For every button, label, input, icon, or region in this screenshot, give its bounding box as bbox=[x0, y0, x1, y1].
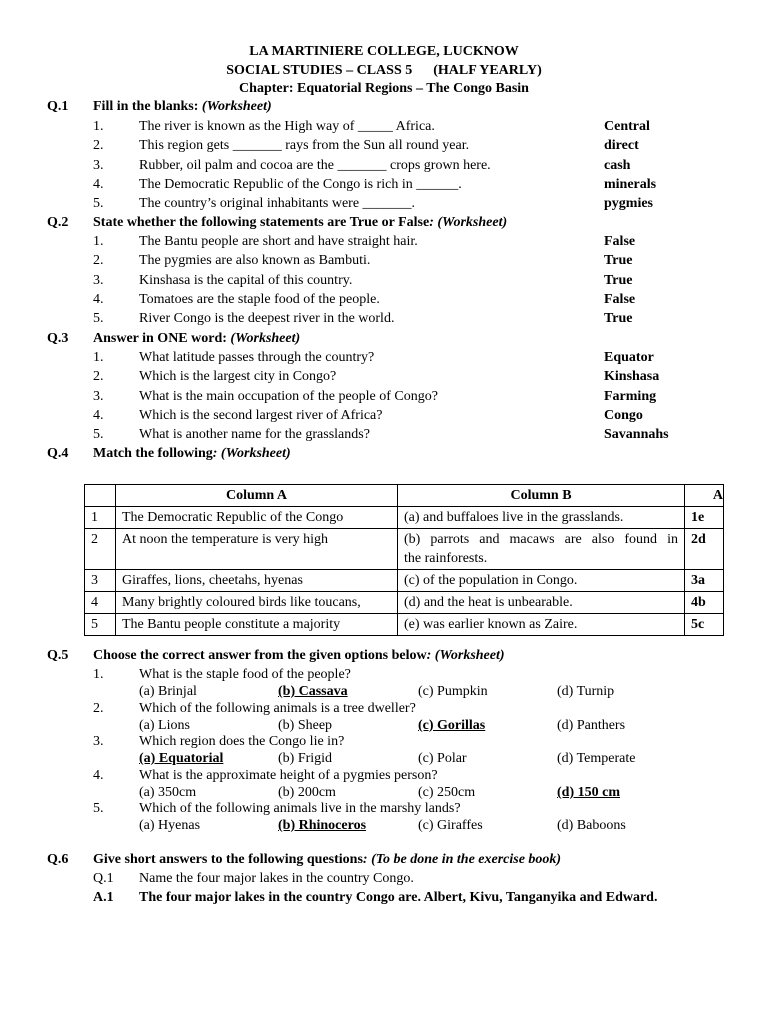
q5-option: (a) Hyenas bbox=[139, 818, 201, 833]
q1-item-text: This region gets _______ rays from the Sun all round year. bbox=[139, 138, 470, 153]
q2-item-text: The pygmies are also known as Bambuti. bbox=[139, 253, 371, 268]
q5-option: (d) Turnip bbox=[557, 684, 615, 699]
match-table bbox=[84, 484, 724, 636]
q3-item-answer: Kinshasa bbox=[604, 369, 660, 384]
q5-option: (a) 350cm bbox=[139, 785, 197, 800]
q1-item-number: 3. bbox=[93, 158, 104, 173]
q2-item-text: River Congo is the deepest river in the world. bbox=[139, 311, 395, 326]
q1-item-text: The Democratic Republic of the Congo is rich in ______. bbox=[139, 177, 462, 192]
q5-option: (b) Sheep bbox=[278, 718, 333, 733]
q2-item-number: 3. bbox=[93, 273, 104, 288]
subject-class: SOCIAL STUDIES – CLASS 5 (HALF YEARLY) bbox=[226, 63, 542, 78]
q3-title: Answer in ONE word: (Worksheet) bbox=[93, 331, 301, 346]
q3-item-text: Which is the second largest river of Africa? bbox=[139, 408, 383, 423]
q1-number: Q.1 bbox=[47, 99, 69, 114]
q4-number: Q.4 bbox=[47, 446, 69, 461]
q3-item-number: 5. bbox=[93, 427, 104, 442]
chapter-title: Chapter: Equatorial Regions – The Congo Basin bbox=[239, 81, 529, 96]
q5-item-number: 3. bbox=[93, 734, 104, 749]
q6-title: Give short answers to the following questions: (To be done in the exercise book) bbox=[93, 852, 562, 867]
q3-item-answer: Equator bbox=[604, 350, 654, 365]
q6-number: Q.6 bbox=[47, 852, 69, 867]
column-a-cell: The Bantu people constitute a majority bbox=[116, 614, 398, 636]
q5-option: (a) Lions bbox=[139, 718, 190, 733]
q5-title: Choose the correct answer from the given options below: (Worksheet) bbox=[93, 648, 505, 663]
table-row bbox=[85, 592, 724, 614]
q1-item-number: 2. bbox=[93, 138, 104, 153]
q1-item-text: The river is known as the High way of _____ Africa. bbox=[139, 119, 435, 134]
q3-item-text: What is the main occupation of the people of Congo? bbox=[139, 389, 438, 404]
q1-item-number: 5. bbox=[93, 196, 104, 211]
q3-item-text: What latitude passes through the country? bbox=[139, 350, 375, 365]
q5-correct-option: (a) Equatorial bbox=[139, 751, 224, 766]
answer-cell: 1e bbox=[685, 507, 724, 529]
q5-number: Q.5 bbox=[47, 648, 69, 663]
q3-item-answer: Farming bbox=[604, 389, 657, 404]
q5-option: (a) Brinjal bbox=[139, 684, 197, 699]
answer-cell: 4b bbox=[685, 592, 724, 614]
column-b-cell: (a) and buffaloes live in the grasslands. bbox=[398, 507, 685, 529]
q4-title: Match the following: (Worksheet) bbox=[93, 446, 291, 461]
q2-title: State whether the following statements are True or False: (Worksheet) bbox=[93, 215, 508, 230]
q3-item-text: Which is the largest city in Congo? bbox=[139, 369, 337, 384]
q6-sub-label: Q.1 bbox=[93, 871, 114, 886]
table-row bbox=[85, 614, 724, 636]
q1-item-text: Rubber, oil palm and cocoa are the _______ crops grown here. bbox=[139, 158, 491, 173]
q3-item-number: 4. bbox=[93, 408, 104, 423]
q2-item-answer: True bbox=[604, 311, 633, 326]
q5-correct-option: (b) Rhinoceros bbox=[278, 818, 367, 833]
q1-item-answer: pygmies bbox=[604, 196, 653, 211]
table-row bbox=[85, 507, 724, 529]
header-number bbox=[85, 485, 116, 507]
q5-item-question: What is the staple food of the people? bbox=[139, 667, 351, 682]
column-b-cell: (d) and the heat is unbearable. bbox=[398, 592, 685, 614]
match-table-header bbox=[85, 485, 724, 507]
table-row bbox=[85, 570, 724, 592]
q1-item-answer: Central bbox=[604, 119, 650, 134]
answer-cell: 5c bbox=[685, 614, 724, 636]
q2-number: Q.2 bbox=[47, 215, 69, 230]
q2-item-text: Kinshasa is the capital of this country. bbox=[139, 273, 353, 288]
q2-item-number: 5. bbox=[93, 311, 104, 326]
q1-item-number: 1. bbox=[93, 119, 104, 134]
q5-option: (d) Panthers bbox=[557, 718, 626, 733]
q3-item-number: 1. bbox=[93, 350, 104, 365]
q2-item-number: 4. bbox=[93, 292, 104, 307]
q1-title: Fill in the blanks: (Worksheet) bbox=[93, 99, 272, 114]
q3-item-text: What is another name for the grasslands? bbox=[139, 427, 370, 442]
q5-item-number: 4. bbox=[93, 768, 104, 783]
q3-item-answer: Congo bbox=[604, 408, 643, 423]
row-number: 3 bbox=[85, 570, 116, 592]
q1-item-answer: direct bbox=[604, 138, 639, 153]
q5-item-question: What is the approximate height of a pygmies person? bbox=[139, 768, 438, 783]
q5-item-number: 1. bbox=[93, 667, 104, 682]
q2-item-number: 1. bbox=[93, 234, 104, 249]
answer-cell: 3a bbox=[685, 570, 724, 592]
q2-item-text: The Bantu people are short and have straight hair. bbox=[139, 234, 418, 249]
row-number: 1 bbox=[85, 507, 116, 529]
q5-item-question: Which region does the Congo lie in? bbox=[139, 734, 345, 749]
q5-item-number: 5. bbox=[93, 801, 104, 816]
q5-option: (c) Giraffes bbox=[418, 818, 483, 833]
q5-item-number: 2. bbox=[93, 701, 104, 716]
q5-option: (d) Baboons bbox=[557, 818, 626, 833]
q5-option: (d) Temperate bbox=[557, 751, 636, 766]
q5-option: (c) Polar bbox=[418, 751, 467, 766]
column-b-cell: (c) of the population in Congo. bbox=[398, 570, 685, 592]
q6-answer-label: A.1 bbox=[93, 890, 114, 905]
row-number: 5 bbox=[85, 614, 116, 636]
q5-correct-option: (d) 150 cm bbox=[557, 785, 620, 800]
column-a-cell: Giraffes, lions, cheetahs, hyenas bbox=[116, 570, 398, 592]
table-row bbox=[85, 529, 724, 570]
q5-option: (b) 200cm bbox=[278, 785, 336, 800]
q2-item-answer: False bbox=[604, 292, 636, 307]
q1-item-answer: cash bbox=[604, 158, 631, 173]
q3-item-number: 3. bbox=[93, 389, 104, 404]
header-answer: A bbox=[685, 485, 724, 507]
q5-item-question: Which of the following animals live in the marshy lands? bbox=[139, 801, 461, 816]
q1-item-answer: minerals bbox=[604, 177, 657, 192]
q2-item-answer: True bbox=[604, 273, 633, 288]
header-column-a: Column A bbox=[116, 485, 398, 507]
row-number: 4 bbox=[85, 592, 116, 614]
q5-correct-option: (b) Cassava bbox=[278, 684, 348, 699]
q2-item-answer: True bbox=[604, 253, 633, 268]
answer-cell: 2d bbox=[685, 529, 724, 570]
column-b-line: the rainforests. bbox=[404, 551, 488, 566]
q6-sub-question: Name the four major lakes in the country Congo. bbox=[139, 871, 414, 886]
q2-item-answer: False bbox=[604, 234, 636, 249]
q1-item-text: The country’s original inhabitants were _______. bbox=[139, 196, 416, 211]
q5-option: (c) 250cm bbox=[418, 785, 476, 800]
column-a-cell: Many brightly coloured birds like toucans, bbox=[116, 592, 398, 614]
q5-option: (c) Pumpkin bbox=[418, 684, 488, 699]
column-a-cell: At noon the temperature is very high bbox=[116, 529, 398, 570]
q3-item-number: 2. bbox=[93, 369, 104, 384]
q3-number: Q.3 bbox=[47, 331, 69, 346]
school-name: LA MARTINIERE COLLEGE, LUCKNOW bbox=[249, 44, 519, 59]
q5-correct-option: (c) Gorillas bbox=[418, 718, 486, 733]
column-b-line: (b) parrots and macaws are also found in bbox=[404, 532, 678, 547]
q3-item-answer: Savannahs bbox=[604, 427, 669, 442]
column-a-cell: The Democratic Republic of the Congo bbox=[116, 507, 398, 529]
row-number: 2 bbox=[85, 529, 116, 570]
q2-item-number: 2. bbox=[93, 253, 104, 268]
q2-item-text: Tomatoes are the staple food of the people. bbox=[139, 292, 380, 307]
q6-answer-text: The four major lakes in the country Congo are. Albert, Kivu, Tanganyika and Edward. bbox=[139, 890, 658, 905]
column-b-cell bbox=[398, 529, 685, 570]
q1-item-number: 4. bbox=[93, 177, 104, 192]
header-column-b: Column B bbox=[398, 485, 685, 507]
column-b-cell: (e) was earlier known as Zaire. bbox=[398, 614, 685, 636]
q5-option: (b) Frigid bbox=[278, 751, 333, 766]
q5-item-question: Which of the following animals is a tree dweller? bbox=[139, 701, 416, 716]
